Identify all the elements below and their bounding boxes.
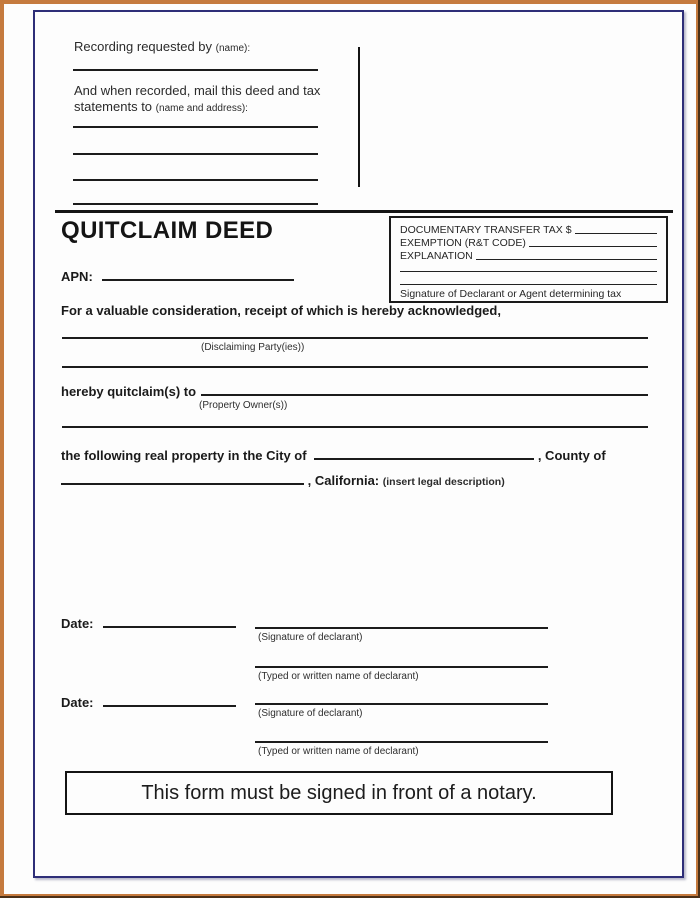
typed-name-1-caption: (Typed or written name of declarant) bbox=[258, 671, 419, 682]
date-2-line[interactable] bbox=[103, 693, 236, 707]
recording-requested-line[interactable] bbox=[73, 69, 318, 71]
county-line[interactable] bbox=[61, 471, 304, 485]
apn-row bbox=[61, 267, 294, 284]
apn-label: APN: bbox=[61, 269, 93, 284]
disclaiming-party-line[interactable] bbox=[62, 337, 648, 339]
disclaiming-party-caption: (Disclaiming Party(ies)) bbox=[201, 342, 305, 353]
date-2-label: Date: bbox=[61, 695, 94, 710]
date-1-line[interactable] bbox=[103, 614, 236, 628]
name-address-hint: (name and address): bbox=[155, 103, 248, 114]
transfer-tax-label: DOCUMENTARY TRANSFER TAX $ bbox=[400, 224, 572, 236]
recording-requested-label bbox=[74, 39, 250, 54]
column-divider-line bbox=[358, 47, 360, 187]
explanation-row bbox=[400, 249, 657, 262]
county-suffix-text: , County of bbox=[537, 448, 606, 463]
mail-statement-label bbox=[74, 83, 384, 117]
recording-requested-text: Recording requested by bbox=[74, 39, 213, 54]
apn-line[interactable] bbox=[102, 267, 294, 281]
date-2-row bbox=[61, 693, 236, 710]
name-hint: (name): bbox=[215, 43, 251, 54]
mail-address-line-3[interactable] bbox=[73, 179, 318, 181]
date-1-row bbox=[61, 614, 236, 631]
typed-name-2-caption: (Typed or written name of declarant) bbox=[258, 746, 419, 757]
tax-extra-line-1[interactable] bbox=[400, 271, 657, 272]
grantee-extra-line[interactable] bbox=[62, 426, 648, 428]
quitclaim-label: hereby quitclaim(s) to bbox=[61, 384, 197, 399]
explanation-label: EXPLANATION bbox=[400, 250, 473, 262]
tax-signature-caption: Signature of Declarant or Agent determining tax bbox=[400, 288, 622, 300]
explanation-line[interactable] bbox=[476, 259, 657, 260]
typed-name-1-line[interactable] bbox=[255, 666, 548, 668]
signature-2-line[interactable] bbox=[255, 703, 548, 705]
mail-statement-text-2: statements to bbox=[74, 99, 153, 114]
quitclaim-grantee-line[interactable] bbox=[201, 382, 648, 396]
notary-notice-box bbox=[65, 771, 613, 815]
city-prefix-text: the following real property in the City of bbox=[61, 448, 307, 463]
exemption-row bbox=[400, 236, 657, 249]
transfer-tax-row bbox=[400, 223, 657, 236]
tax-extra-line-2[interactable] bbox=[400, 284, 657, 285]
mail-address-line-2[interactable] bbox=[73, 153, 318, 155]
property-owner-caption: (Property Owner(s)) bbox=[199, 400, 288, 411]
disclaiming-party-line-2[interactable] bbox=[62, 366, 648, 368]
legal-description-hint: (insert legal description) bbox=[382, 476, 505, 488]
page-title: QUITCLAIM DEED bbox=[61, 217, 274, 244]
transfer-tax-line[interactable] bbox=[575, 233, 657, 234]
signature-2-caption: (Signature of declarant) bbox=[258, 708, 363, 719]
exemption-line[interactable] bbox=[529, 246, 657, 247]
signature-1-caption: (Signature of declarant) bbox=[258, 632, 363, 643]
section-divider-rule bbox=[55, 210, 673, 213]
typed-name-2-line[interactable] bbox=[255, 741, 548, 743]
california-label: , California: bbox=[307, 473, 380, 488]
quitclaim-row bbox=[61, 382, 648, 399]
mail-address-line-1[interactable] bbox=[73, 126, 318, 128]
notary-notice-text: This form must be signed in front of a notary. bbox=[141, 781, 537, 804]
date-1-label: Date: bbox=[61, 616, 94, 631]
city-line[interactable] bbox=[314, 446, 534, 460]
exemption-label: EXEMPTION (R&T CODE) bbox=[400, 237, 526, 249]
transfer-tax-box bbox=[389, 216, 668, 303]
mail-address-line-4[interactable] bbox=[73, 203, 318, 205]
california-row bbox=[61, 471, 505, 488]
consideration-text: For a valuable consideration, receipt of which is hereby acknowledged, bbox=[61, 303, 501, 318]
mail-statement-text-1: And when recorded, mail this deed and tax bbox=[74, 83, 321, 98]
signature-1-line[interactable] bbox=[255, 627, 548, 629]
city-row bbox=[61, 446, 606, 463]
